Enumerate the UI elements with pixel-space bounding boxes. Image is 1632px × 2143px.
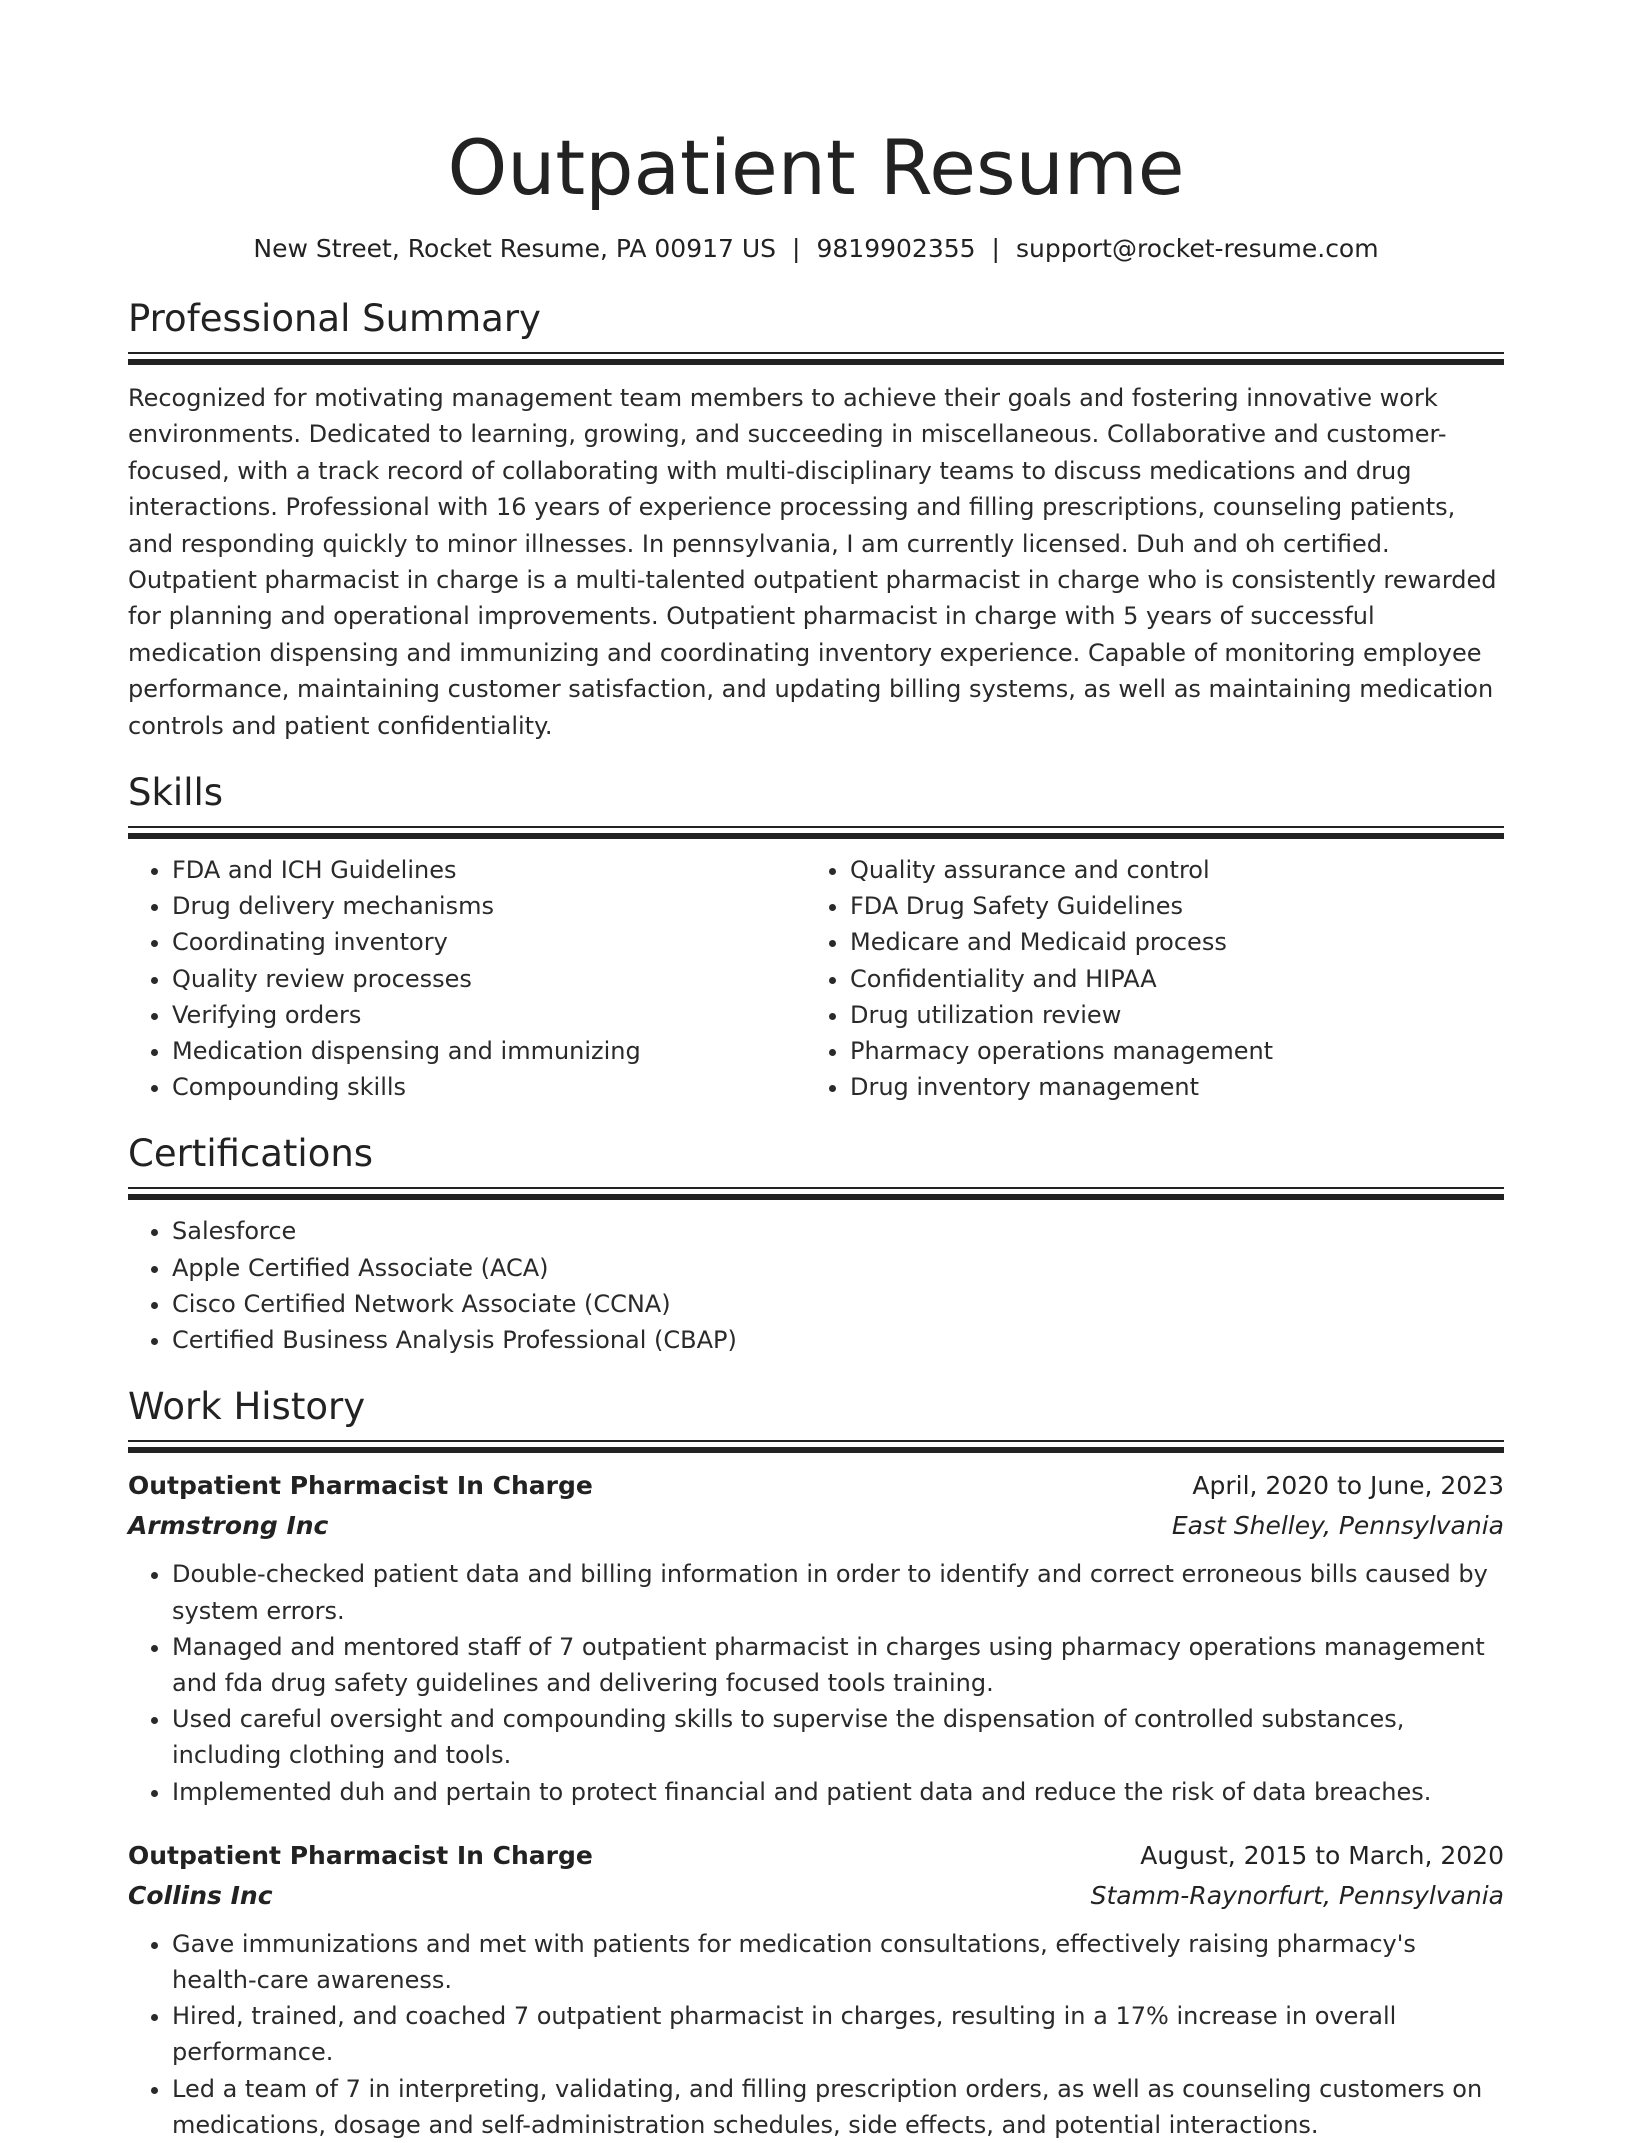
skill-item: • Pharmacy operations management xyxy=(850,1033,1484,1069)
certification-item: • Salesforce xyxy=(172,1213,1504,1249)
summary-text: Recognized for motivating management team members to achieve their goals and fostering innovative work environments. Dedicated to learning, growing, and succeeding in miscellaneous. Collaborative and customer-focused, with a track record of collaborating with multi-disciplinary teams to discuss medications and drug interactions. Professional with 16 years of experience processing and filling prescriptions, counseling patients, and responding quickly to minor illnesses. In pennsylvania, I am currently licensed. Duh and oh certified. Outpatient pharmacist in charge is a multi-talented outpatient pharmacist in charge who is consistently rewarded for planning and operational improvements. Outpatient pharmacist in charge with 5 years of successful medication dispensing and immunizing and coordinating inventory experience. Capable of monitoring employee performance, maintaining customer satisfaction, and updating billing systems, as well as maintaining medication controls and patient confidentiality. xyxy=(128,384,1497,740)
contact-separator: | xyxy=(792,234,801,263)
job-entry xyxy=(128,1466,1504,1809)
skill-item: • Verifying orders xyxy=(172,997,806,1033)
job-bullet: • Double-checked patient data and billing information in order to identify and correct erroneous bills caused by system errors. xyxy=(172,1556,1504,1628)
job-title: Outpatient Pharmacist In Charge xyxy=(128,1840,593,1870)
skill-item: • Quality assurance and control xyxy=(850,852,1484,888)
skill-item: • Quality review processes xyxy=(172,961,806,997)
job-entry xyxy=(128,1836,1504,2143)
skill-item: • Medication dispensing and immunizing xyxy=(172,1033,806,1069)
contact-email[interactable]: support@rocket-resume.com xyxy=(1015,234,1379,263)
job-dates: April, 2020 to June, 2023 xyxy=(1192,1471,1504,1501)
section-rule xyxy=(128,1440,1504,1450)
section-rule xyxy=(128,352,1504,362)
job-subheader xyxy=(128,1506,1504,1546)
section-heading-summary: Professional Summary xyxy=(128,297,541,340)
skill-item: • Compounding skills xyxy=(172,1069,806,1105)
skills-column-left xyxy=(128,852,806,1105)
section-heading-certifications: Certifications xyxy=(128,1132,374,1176)
job-company: Collins Inc xyxy=(128,1880,273,1910)
job-bullet: • Hired, trained, and coached 7 outpatient pharmacist in charges, resulting in a 17% increase in overall performance. xyxy=(172,1998,1504,2070)
section-rule xyxy=(128,826,1504,836)
contact-address: New Street, Rocket Resume, PA 00917 US xyxy=(253,234,777,263)
resume-page xyxy=(128,0,1504,2143)
skill-item: • Coordinating inventory xyxy=(172,924,806,960)
skills-section xyxy=(128,770,1504,1105)
work-history-section xyxy=(128,1384,1504,2143)
job-location: East Shelley, Pennsylvania xyxy=(1171,1511,1504,1541)
job-bullet: • Led a team of 7 in interpreting, validating, and filling prescription orders, as well as counseling customers on medications, dosage and self-administration schedules, side effects, and potential interactions. xyxy=(172,2071,1504,2143)
job-bullets xyxy=(128,1556,1504,1809)
section-heading-skills: Skills xyxy=(128,771,224,815)
job-header xyxy=(128,1466,1504,1506)
job-header xyxy=(128,1836,1504,1876)
skill-item: • Drug inventory management xyxy=(850,1069,1484,1105)
job-location: Stamm-Raynorfurt, Pennsylvania xyxy=(1090,1880,1504,1910)
certification-item: • Apple Certified Associate (ACA) xyxy=(172,1250,1504,1286)
job-bullet: • Implemented duh and pertain to protect financial and patient data and reduce the risk of data breaches. xyxy=(172,1774,1504,1810)
section-rule xyxy=(128,1187,1504,1197)
job-dates: August, 2015 to March, 2020 xyxy=(1140,1840,1504,1870)
job-title: Outpatient Pharmacist In Charge xyxy=(128,1471,593,1501)
skill-item: • Medicare and Medicaid process xyxy=(850,924,1484,960)
certifications-section xyxy=(128,1131,1504,1358)
skill-item: • Drug delivery mechanisms xyxy=(172,888,806,924)
job-bullet: • Managed and mentored staff of 7 outpatient pharmacist in charges using pharmacy operations management and fda drug safety guidelines and delivering focused tools training. xyxy=(172,1629,1504,1701)
contact-line xyxy=(128,232,1504,266)
section-heading-work-history: Work History xyxy=(128,1385,366,1429)
certification-item: • Certified Business Analysis Professional (CBAP) xyxy=(172,1322,1504,1358)
job-bullet: • Gave immunizations and met with patients for medication consultations, effectively raising pharmacy's health-care awareness. xyxy=(172,1926,1504,1998)
skills-column-right xyxy=(806,852,1484,1105)
skills-grid xyxy=(128,852,1504,1105)
contact-separator: | xyxy=(991,234,1000,263)
certifications-list xyxy=(128,1213,1504,1358)
certification-item: • Cisco Certified Network Associate (CCNA) xyxy=(172,1286,1504,1322)
summary-section xyxy=(128,296,1504,744)
job-bullets xyxy=(128,1926,1504,2143)
skill-item: • Drug utilization review xyxy=(850,997,1484,1033)
skill-item: • FDA Drug Safety Guidelines xyxy=(850,888,1484,924)
contact-phone: 9819902355 xyxy=(816,234,976,263)
job-bullet: • Used careful oversight and compounding skills to supervise the dispensation of controlled substances, including clothing and tools. xyxy=(172,1701,1504,1773)
resume-title: Outpatient Resume xyxy=(447,123,1185,212)
skill-item: • Confidentiality and HIPAA xyxy=(850,961,1484,997)
skill-item: • FDA and ICH Guidelines xyxy=(172,852,806,888)
job-subheader xyxy=(128,1876,1504,1916)
job-company: Armstrong Inc xyxy=(128,1511,329,1541)
